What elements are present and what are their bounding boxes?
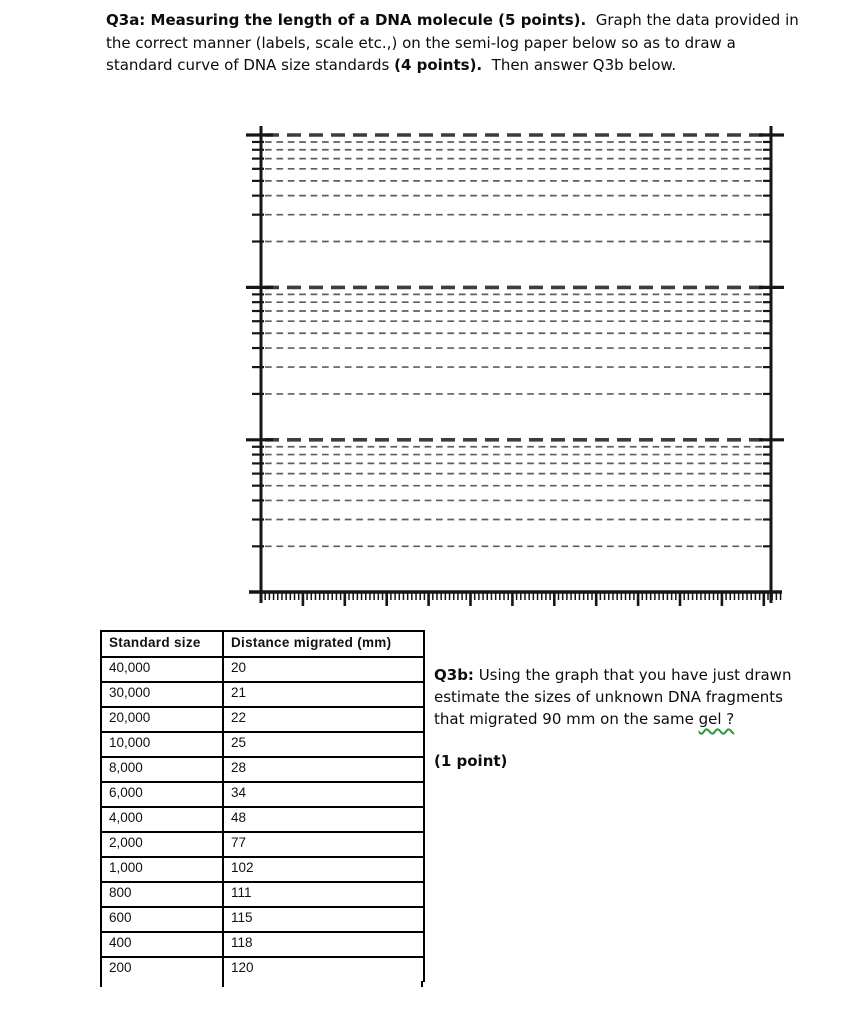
table-cell: 10,000 <box>101 732 223 757</box>
table-cell: 48 <box>223 807 424 832</box>
table-row <box>101 807 424 832</box>
text-segment: Q3a: Measuring the length of a DNA molecule (5 points). <box>106 11 587 29</box>
table-cell: 22 <box>223 707 424 732</box>
table-cell: 40,000 <box>101 657 223 682</box>
table-cell: 25 <box>223 732 424 757</box>
misspelled-word-underlined: gel ? <box>698 710 735 728</box>
table-cell: 120 <box>223 957 424 982</box>
table-cell: 77 <box>223 832 424 857</box>
table-bottom-stub <box>100 982 423 987</box>
text-line <box>434 708 834 730</box>
text-line <box>106 9 856 32</box>
column-header-standard-size: Standard size <box>101 631 223 657</box>
table-cell: 200 <box>101 957 223 982</box>
table-row <box>101 832 424 857</box>
table-cell: 8,000 <box>101 757 223 782</box>
text-segment: that migrated 90 mm on the same <box>434 710 699 728</box>
text-line <box>106 32 856 55</box>
text-segment: (4 points). <box>394 56 483 74</box>
table-cell: 20,000 <box>101 707 223 732</box>
table-cell: 20 <box>223 657 424 682</box>
table-cell: 118 <box>223 932 424 957</box>
table-cell: 4,000 <box>101 807 223 832</box>
table-cell: 21 <box>223 682 424 707</box>
table-row <box>101 657 424 682</box>
table-cell: 102 <box>223 857 424 882</box>
table-cell: 115 <box>223 907 424 932</box>
table-row <box>101 907 424 932</box>
column-header-distance-migrated: Distance migrated (mm) <box>223 631 424 657</box>
standards-data-table <box>100 630 425 982</box>
table-header-row <box>101 631 424 657</box>
table-cell: 600 <box>101 907 223 932</box>
table-body <box>101 657 424 982</box>
question-q3a-text <box>106 9 856 77</box>
table-row <box>101 732 424 757</box>
table-row <box>101 782 424 807</box>
table-cell: 400 <box>101 932 223 957</box>
table-row <box>101 882 424 907</box>
question-q3b-text <box>434 664 834 772</box>
text-segment: estimate the sizes of unknown DNA fragments <box>434 688 783 706</box>
text-segment: Then answer Q3b below. <box>482 56 677 74</box>
table-cell: 800 <box>101 882 223 907</box>
q3b-points-label: (1 point) <box>434 752 508 770</box>
table-cell: 28 <box>223 757 424 782</box>
text-segment: the correct manner (labels, scale etc.,) on the semi-log paper below so as to draw a <box>106 33 736 52</box>
text-line <box>434 664 834 686</box>
table-row <box>101 757 424 782</box>
table-cell: 1,000 <box>101 857 223 882</box>
text-line <box>434 686 834 708</box>
table-row <box>101 682 424 707</box>
table-cell: 2,000 <box>101 832 223 857</box>
text-segment: Q3b: <box>434 666 474 684</box>
text-segment: Using the graph that you have just drawn <box>473 666 792 684</box>
table-cell: 34 <box>223 782 424 807</box>
text-segment: Graph the data provided in <box>586 11 799 29</box>
table-row <box>101 932 424 957</box>
table-cell: 111 <box>223 882 424 907</box>
table-cell: 30,000 <box>101 682 223 707</box>
standards-table <box>100 630 426 987</box>
table-row <box>101 707 424 732</box>
table-row <box>101 857 424 882</box>
text-segment: standard curve of DNA size standards <box>106 56 395 74</box>
text-line <box>106 54 856 77</box>
table-cell: 6,000 <box>101 782 223 807</box>
q3b-lines <box>434 664 834 730</box>
table-row <box>101 957 424 982</box>
